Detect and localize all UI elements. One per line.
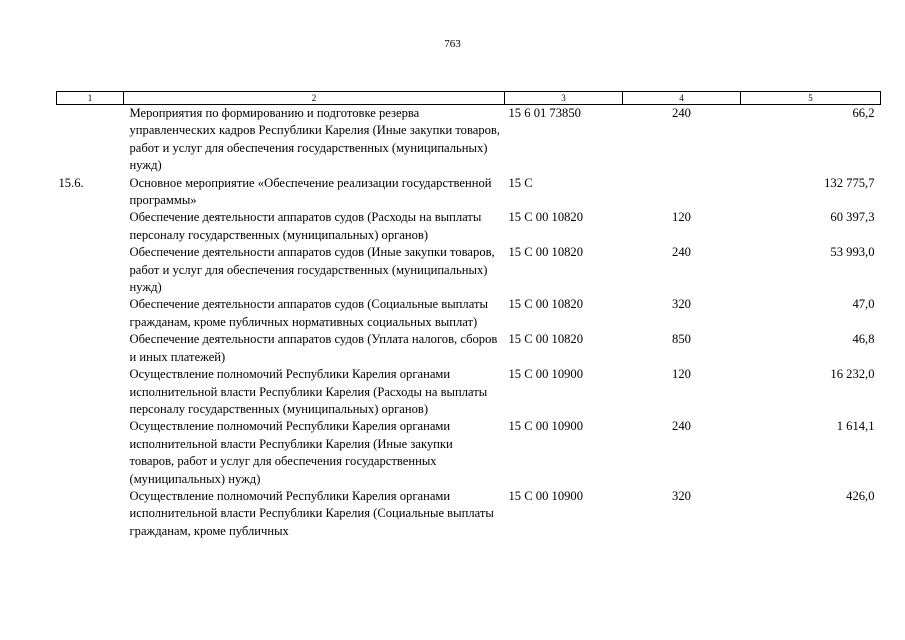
row-amount: 1 614,1 (836, 419, 875, 434)
row-number (57, 331, 124, 366)
row-code: 15 С 00 10820 (508, 245, 584, 260)
column-header-amount: 5 (741, 92, 881, 105)
table-row (57, 244, 881, 296)
row-code: 15 С 00 10900 (508, 419, 584, 434)
row-name: Осуществление полномочий Республики Карелия органами исполнительной власти Республики Карелия (Расходы на выплаты персоналу государственных (муниципальных) органов) (129, 367, 488, 416)
row-name: Обеспечение деятельности аппаратов судов (Уплата налогов, сборов и иных платежей) (129, 332, 498, 364)
row-name: Обеспечение деятельности аппаратов судов (Иные закупки товаров, работ и услуг для обеспечения государственных (муниципальных) нужд) (129, 245, 495, 295)
row-number (57, 209, 124, 244)
row-name: Осуществление полномочий Республики Карелия органами исполнительной власти Республики Карелия (Социальные выплаты гражданам, кроме публичных (129, 488, 494, 538)
table-row (57, 331, 881, 366)
row-kind: 320 (672, 488, 691, 503)
column-header-kind: 4 (623, 92, 741, 105)
row-number: 15.6. (58, 175, 84, 190)
row-name: Мероприятия по формированию и подготовке резерва управленческих кадров Республики Карелия (Иные закупки товаров, работ и услуг для обеспечения государственных (муниципальных) нужд) (129, 106, 501, 173)
row-amount: 16 232,0 (830, 367, 875, 382)
column-header-code: 3 (505, 92, 623, 105)
table-row (57, 296, 881, 331)
row-code: 15 С 00 10820 (508, 332, 584, 347)
row-number (57, 366, 124, 418)
row-amount: 426,0 (846, 488, 875, 503)
row-amount: 66,2 (852, 106, 875, 120)
row-kind: 240 (672, 419, 691, 434)
row-kind: 240 (672, 106, 691, 120)
row-number (57, 418, 124, 488)
row-amount: 132 775,7 (824, 175, 875, 190)
budget-table (56, 91, 881, 540)
row-amount: 53 993,0 (830, 245, 875, 260)
row-kind: 320 (672, 297, 691, 312)
row-name: Осуществление полномочий Республики Карелия органами исполнительной власти Республики Карелия (Иные закупки товаров, работ и услуг для обеспечения государственных (муниципальных) нужд) (129, 419, 453, 486)
row-code: 15 С 00 10900 (508, 367, 584, 382)
table-row (57, 488, 881, 540)
row-number (57, 296, 124, 331)
row-code: 15 С 00 10900 (508, 488, 584, 503)
row-number (57, 244, 124, 296)
row-name: Основное мероприятие «Обеспечение реализации государственной программы» (129, 175, 492, 208)
row-amount: 60 397,3 (830, 210, 875, 225)
column-header-number: 1 (57, 92, 124, 105)
table-row (57, 175, 881, 210)
row-kind: 850 (672, 332, 691, 347)
row-code: 15 С 00 10820 (508, 210, 584, 225)
row-number (57, 488, 124, 540)
table-header (57, 92, 881, 105)
row-kind: 120 (672, 210, 691, 225)
row-name: Обеспечение деятельности аппаратов судов (Социальные выплаты гражданам, кроме публичных нормативных социальных выплат) (129, 297, 488, 329)
row-kind: 240 (672, 245, 691, 260)
table-row (57, 418, 881, 488)
row-kind (623, 175, 741, 210)
row-name: Обеспечение деятельности аппаратов судов (Расходы на выплаты персоналу государственных (муниципальных) органов) (129, 210, 482, 242)
table-row (57, 209, 881, 244)
row-code: 15 С 00 10820 (508, 297, 584, 312)
row-code: 15 6 01 73850 (508, 106, 581, 120)
row-amount: 47,0 (852, 297, 875, 312)
table-row (57, 366, 881, 418)
table-row (57, 105, 881, 175)
page-number: 763 (444, 38, 461, 50)
column-header-name: 2 (124, 92, 505, 105)
row-kind: 120 (672, 367, 691, 382)
row-code: 15 С (508, 175, 533, 190)
row-number (57, 105, 124, 175)
row-amount: 46,8 (852, 332, 875, 347)
